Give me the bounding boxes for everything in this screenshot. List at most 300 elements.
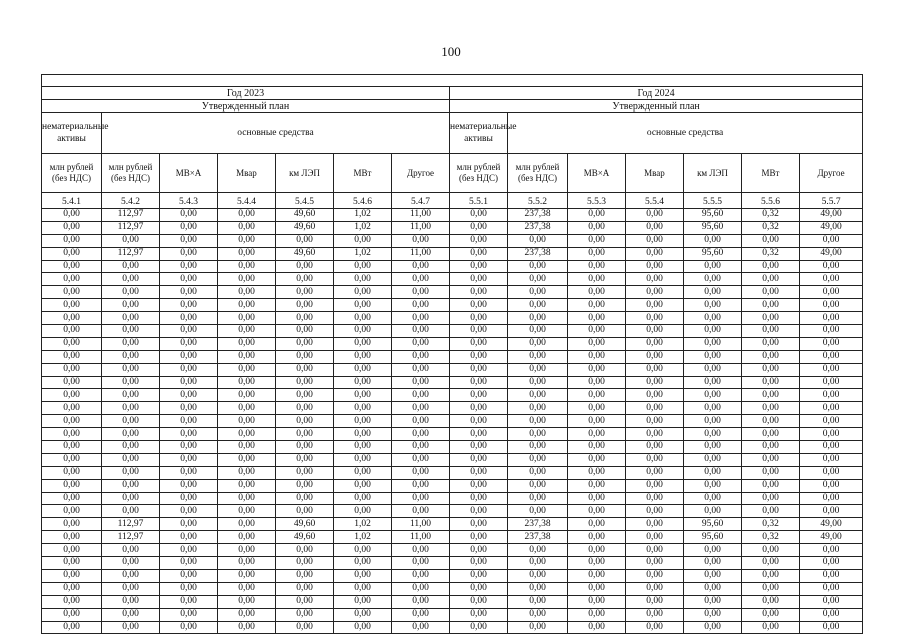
- table-cell: 0,00: [276, 569, 334, 582]
- table-cell: 0,00: [102, 492, 160, 505]
- table-cell: 0,00: [684, 492, 742, 505]
- table-cell: 0,00: [626, 402, 684, 415]
- table-cell: 0,00: [508, 441, 568, 454]
- units-row: [42, 154, 863, 193]
- table-cell: 0,00: [42, 247, 102, 260]
- table-row: [42, 505, 863, 518]
- table-cell: 0,32: [742, 531, 800, 544]
- table-cell: 237,38: [508, 531, 568, 544]
- table-cell: 0,00: [392, 286, 450, 299]
- plan-row: [42, 100, 863, 113]
- table-cell: 0,00: [102, 544, 160, 557]
- unit-header: км ЛЭП: [684, 154, 742, 193]
- table-row: [42, 337, 863, 350]
- table-cell: 0,00: [568, 505, 626, 518]
- table-cell: 0,00: [684, 608, 742, 621]
- table-cell: 11,00: [392, 221, 450, 234]
- table-cell: 0,00: [800, 286, 863, 299]
- table-row: [42, 608, 863, 621]
- table-cell: 0,00: [160, 402, 218, 415]
- table-cell: 0,00: [800, 363, 863, 376]
- table-cell: 0,00: [742, 402, 800, 415]
- table-row: [42, 582, 863, 595]
- table-cell: 0,00: [568, 286, 626, 299]
- table-cell: 112,97: [102, 209, 160, 222]
- column-code: 5.5.5: [684, 193, 742, 209]
- table-row: [42, 428, 863, 441]
- table-cell: 0,00: [218, 518, 276, 531]
- column-code: 5.5.3: [568, 193, 626, 209]
- table-cell: 0,00: [160, 389, 218, 402]
- table-cell: 0,00: [450, 557, 508, 570]
- table-cell: 0,00: [450, 582, 508, 595]
- table-cell: 0,00: [276, 286, 334, 299]
- table-cell: 0,00: [742, 544, 800, 557]
- table-cell: 0,00: [742, 492, 800, 505]
- table-cell: 0,00: [42, 376, 102, 389]
- table-cell: 0,00: [218, 505, 276, 518]
- table-cell: 0,00: [160, 595, 218, 608]
- table-cell: 0,00: [218, 209, 276, 222]
- table-cell: 1,02: [334, 247, 392, 260]
- plan-2023-header: Утвержденный план: [42, 100, 450, 113]
- table-cell: 0,00: [450, 286, 508, 299]
- table-cell: 0,00: [392, 479, 450, 492]
- table-cell: 0,00: [626, 299, 684, 312]
- table-cell: 0,00: [276, 428, 334, 441]
- table-cell: 0,00: [626, 544, 684, 557]
- table-row: [42, 441, 863, 454]
- table-cell: 0,00: [508, 234, 568, 247]
- table-cell: 0,00: [276, 234, 334, 247]
- table-cell: 0,00: [508, 415, 568, 428]
- table-cell: 0,00: [626, 466, 684, 479]
- table-cell: 0,00: [742, 363, 800, 376]
- table-cell: 0,00: [392, 544, 450, 557]
- table-cell: 0,00: [568, 389, 626, 402]
- table-cell: 0,00: [626, 518, 684, 531]
- table-cell: 0,00: [568, 247, 626, 260]
- table-cell: 112,97: [102, 221, 160, 234]
- table-cell: 0,00: [626, 492, 684, 505]
- table-cell: 0,00: [508, 492, 568, 505]
- table-cell: 0,00: [568, 273, 626, 286]
- table-cell: 0,00: [102, 505, 160, 518]
- table-cell: 0,00: [102, 557, 160, 570]
- table-cell: 0,00: [508, 595, 568, 608]
- table-row: [42, 363, 863, 376]
- column-code: 5.4.7: [392, 193, 450, 209]
- table-cell: 0,00: [742, 234, 800, 247]
- table-cell: 0,00: [42, 221, 102, 234]
- table-cell: 0,00: [684, 389, 742, 402]
- table-cell: 0,00: [508, 557, 568, 570]
- table-cell: 0,00: [508, 428, 568, 441]
- table-cell: 0,00: [218, 221, 276, 234]
- table-cell: 0,00: [334, 286, 392, 299]
- unit-header: Мвар: [218, 154, 276, 193]
- table-cell: 0,00: [334, 415, 392, 428]
- table-cell: 0,00: [42, 557, 102, 570]
- table-cell: 0,00: [42, 363, 102, 376]
- table-cell: 0,00: [568, 492, 626, 505]
- table-cell: 0,00: [450, 595, 508, 608]
- table-row: [42, 260, 863, 273]
- table-cell: 0,00: [508, 544, 568, 557]
- table-cell: 1,02: [334, 531, 392, 544]
- table-cell: 0,00: [276, 505, 334, 518]
- table-cell: 0,00: [160, 466, 218, 479]
- table-cell: 0,00: [508, 260, 568, 273]
- table-cell: 0,00: [626, 531, 684, 544]
- table-cell: 0,00: [800, 389, 863, 402]
- table-cell: 0,00: [160, 557, 218, 570]
- table-cell: 0,00: [508, 569, 568, 582]
- table-cell: 0,00: [508, 286, 568, 299]
- table-cell: 0,00: [218, 247, 276, 260]
- table-cell: 0,00: [742, 299, 800, 312]
- unit-header: МВ×А: [160, 154, 218, 193]
- table-cell: 0,00: [450, 389, 508, 402]
- table-cell: 0,00: [160, 221, 218, 234]
- table-cell: 0,00: [508, 363, 568, 376]
- intangible-assets-2024-header: нематериальные активы: [450, 113, 508, 154]
- table-row: [42, 415, 863, 428]
- table-cell: 0,00: [742, 260, 800, 273]
- table-cell: 0,00: [684, 569, 742, 582]
- table-cell: 0,00: [626, 247, 684, 260]
- table-row: [42, 531, 863, 544]
- table-cell: 0,00: [218, 428, 276, 441]
- table-cell: 0,00: [684, 299, 742, 312]
- table-cell: 0,00: [276, 492, 334, 505]
- table-cell: 0,00: [160, 544, 218, 557]
- table-cell: 0,00: [800, 376, 863, 389]
- table-cell: 0,00: [568, 402, 626, 415]
- table-cell: 95,60: [684, 518, 742, 531]
- table-cell: 0,00: [334, 441, 392, 454]
- table-cell: 0,00: [42, 608, 102, 621]
- table-cell: 0,00: [392, 325, 450, 338]
- table-cell: 0,00: [334, 363, 392, 376]
- table-cell: 0,00: [800, 544, 863, 557]
- table-cell: 0,00: [392, 234, 450, 247]
- table-cell: 0,00: [568, 415, 626, 428]
- table-cell: 0,00: [450, 247, 508, 260]
- table-cell: 0,00: [568, 363, 626, 376]
- table-cell: 0,00: [160, 350, 218, 363]
- table-row: [42, 479, 863, 492]
- table-cell: 0,00: [800, 234, 863, 247]
- table-row: [42, 402, 863, 415]
- table-cell: 49,00: [800, 209, 863, 222]
- table-cell: 0,00: [276, 466, 334, 479]
- table-cell: 0,00: [568, 582, 626, 595]
- table-cell: 0,00: [42, 312, 102, 325]
- table-cell: 0,00: [102, 286, 160, 299]
- table-cell: 49,60: [276, 209, 334, 222]
- table-cell: 0,00: [102, 299, 160, 312]
- table-cell: 0,00: [800, 350, 863, 363]
- table-cell: 0,00: [160, 209, 218, 222]
- table-cell: 0,00: [450, 337, 508, 350]
- table-cell: 0,00: [334, 479, 392, 492]
- table-row: [42, 621, 863, 634]
- unit-header: МВ×А: [568, 154, 626, 193]
- table-cell: 0,00: [334, 299, 392, 312]
- table-cell: 0,00: [42, 209, 102, 222]
- table-cell: 0,00: [102, 376, 160, 389]
- table-cell: 0,00: [684, 234, 742, 247]
- table-cell: 0,00: [218, 466, 276, 479]
- table-cell: 0,00: [102, 350, 160, 363]
- table-cell: 0,00: [684, 557, 742, 570]
- table-cell: 0,00: [568, 569, 626, 582]
- table-cell: 0,00: [102, 621, 160, 634]
- table-cell: 0,00: [450, 376, 508, 389]
- table-cell: 0,00: [102, 325, 160, 338]
- table-cell: 0,00: [42, 518, 102, 531]
- table-cell: 0,00: [392, 505, 450, 518]
- table-cell: 0,00: [218, 544, 276, 557]
- table-cell: 0,00: [800, 273, 863, 286]
- column-code: 5.5.7: [800, 193, 863, 209]
- table-cell: 0,00: [392, 582, 450, 595]
- table-cell: 49,00: [800, 247, 863, 260]
- table-cell: 0,00: [800, 595, 863, 608]
- table-cell: 0,00: [568, 544, 626, 557]
- table-cell: 0,00: [334, 389, 392, 402]
- table-cell: 11,00: [392, 518, 450, 531]
- table-cell: 0,00: [160, 608, 218, 621]
- table-cell: 0,00: [42, 544, 102, 557]
- table-cell: 0,00: [276, 273, 334, 286]
- table-cell: 11,00: [392, 531, 450, 544]
- table-cell: 49,00: [800, 221, 863, 234]
- table-cell: 0,00: [568, 557, 626, 570]
- table-cell: 0,00: [450, 441, 508, 454]
- table-cell: 0,00: [450, 453, 508, 466]
- table-cell: 0,00: [218, 492, 276, 505]
- table-cell: 0,00: [334, 544, 392, 557]
- table-cell: 0,00: [508, 608, 568, 621]
- table-cell: 0,00: [742, 569, 800, 582]
- table-cell: 0,00: [742, 621, 800, 634]
- table-cell: 0,00: [102, 363, 160, 376]
- table-cell: 0,00: [160, 312, 218, 325]
- table-cell: 0,00: [626, 363, 684, 376]
- table-cell: 0,00: [276, 363, 334, 376]
- table-cell: 0,00: [626, 312, 684, 325]
- table-cell: 0,00: [392, 415, 450, 428]
- table-cell: 0,00: [218, 402, 276, 415]
- table-cell: 0,00: [42, 531, 102, 544]
- table-cell: 0,00: [450, 531, 508, 544]
- table-cell: 0,00: [684, 621, 742, 634]
- table-row: [42, 221, 863, 234]
- table-cell: 0,00: [392, 402, 450, 415]
- table-cell: 0,00: [742, 582, 800, 595]
- table-cell: 0,00: [102, 479, 160, 492]
- table-cell: 0,00: [568, 312, 626, 325]
- table-cell: 0,00: [450, 415, 508, 428]
- table-cell: 0,00: [42, 325, 102, 338]
- unit-header: МВт: [742, 154, 800, 193]
- table-cell: 0,00: [800, 608, 863, 621]
- table-cell: 0,00: [742, 441, 800, 454]
- table-cell: 0,00: [392, 557, 450, 570]
- table-row: [42, 569, 863, 582]
- table-cell: 237,38: [508, 247, 568, 260]
- table-cell: 0,00: [626, 505, 684, 518]
- table-cell: 0,00: [102, 582, 160, 595]
- table-cell: 0,32: [742, 209, 800, 222]
- table-cell: 49,00: [800, 518, 863, 531]
- table-cell: 0,00: [626, 415, 684, 428]
- table-cell: 0,00: [160, 234, 218, 247]
- table-cell: 0,00: [508, 582, 568, 595]
- table-cell: 0,00: [334, 234, 392, 247]
- table-cell: 0,00: [800, 466, 863, 479]
- table-cell: 0,00: [626, 389, 684, 402]
- column-code: 5.4.3: [160, 193, 218, 209]
- table-cell: 0,00: [450, 350, 508, 363]
- table-cell: 0,00: [334, 376, 392, 389]
- table-cell: 0,00: [160, 260, 218, 273]
- unit-header: км ЛЭП: [276, 154, 334, 193]
- table-cell: 0,00: [742, 557, 800, 570]
- table-row: [42, 273, 863, 286]
- table-cell: 0,00: [334, 569, 392, 582]
- table-cell: 0,00: [334, 557, 392, 570]
- table-cell: 0,00: [102, 260, 160, 273]
- table-cell: 1,02: [334, 518, 392, 531]
- table-cell: 112,97: [102, 518, 160, 531]
- table-cell: 0,00: [800, 415, 863, 428]
- table-cell: 0,00: [102, 402, 160, 415]
- table-row: [42, 453, 863, 466]
- table-cell: 0,00: [160, 621, 218, 634]
- table-cell: 0,00: [392, 608, 450, 621]
- table-cell: 0,00: [626, 428, 684, 441]
- table-cell: 0,00: [450, 312, 508, 325]
- table-cell: 0,00: [742, 350, 800, 363]
- unit-header: Другое: [800, 154, 863, 193]
- table-cell: 0,00: [450, 466, 508, 479]
- table-cell: 0,00: [276, 350, 334, 363]
- unit-header: млн рублей (без НДС): [508, 154, 568, 193]
- table-cell: 0,00: [568, 466, 626, 479]
- table-row: [42, 247, 863, 260]
- table-cell: 0,00: [450, 518, 508, 531]
- table-cell: 0,00: [160, 505, 218, 518]
- table-cell: 49,60: [276, 221, 334, 234]
- table-cell: 0,00: [160, 492, 218, 505]
- table-cell: 0,00: [334, 260, 392, 273]
- table-cell: 0,00: [218, 595, 276, 608]
- year-row: [42, 87, 863, 100]
- table-cell: 0,00: [684, 363, 742, 376]
- table-cell: 0,00: [42, 415, 102, 428]
- table-cell: 0,00: [626, 453, 684, 466]
- table-cell: 0,00: [334, 582, 392, 595]
- table-cell: 0,00: [626, 260, 684, 273]
- table-cell: 112,97: [102, 247, 160, 260]
- table-cell: 0,00: [684, 337, 742, 350]
- table-cell: 0,00: [508, 273, 568, 286]
- unit-header: млн рублей (без НДС): [102, 154, 160, 193]
- table-cell: 0,00: [508, 337, 568, 350]
- table-cell: 0,00: [42, 453, 102, 466]
- table-cell: 0,00: [626, 582, 684, 595]
- table-cell: 0,00: [684, 441, 742, 454]
- table-cell: 0,00: [392, 389, 450, 402]
- table-cell: 0,00: [626, 221, 684, 234]
- table-cell: 0,00: [742, 325, 800, 338]
- table-cell: 0,00: [218, 608, 276, 621]
- table-cell: 0,00: [218, 582, 276, 595]
- table-cell: 0,00: [276, 337, 334, 350]
- table-cell: 0,00: [392, 376, 450, 389]
- table-cell: 0,00: [392, 350, 450, 363]
- table-cell: 0,32: [742, 247, 800, 260]
- table-cell: 0,00: [626, 557, 684, 570]
- table-cell: 0,00: [392, 595, 450, 608]
- table-cell: 0,00: [626, 325, 684, 338]
- table-cell: 95,60: [684, 209, 742, 222]
- table-cell: 237,38: [508, 209, 568, 222]
- table-cell: 0,00: [684, 544, 742, 557]
- table-cell: 0,00: [218, 273, 276, 286]
- table-cell: 0,00: [684, 428, 742, 441]
- table-row: [42, 350, 863, 363]
- table-cell: 0,00: [684, 479, 742, 492]
- table-cell: 0,00: [508, 389, 568, 402]
- table-cell: 0,00: [568, 531, 626, 544]
- table-cell: 0,00: [626, 621, 684, 634]
- table-cell: 0,00: [626, 273, 684, 286]
- table-cell: 0,00: [568, 234, 626, 247]
- table-cell: 0,00: [626, 376, 684, 389]
- table-cell: 0,00: [568, 350, 626, 363]
- table-cell: 0,00: [218, 312, 276, 325]
- table-cell: 0,00: [742, 415, 800, 428]
- table-row: [42, 299, 863, 312]
- table-cell: 0,00: [450, 479, 508, 492]
- table-cell: 0,00: [800, 557, 863, 570]
- unit-header: Мвар: [626, 154, 684, 193]
- table-cell: 0,00: [742, 608, 800, 621]
- table-cell: 0,00: [450, 544, 508, 557]
- table-cell: 0,00: [800, 569, 863, 582]
- table-cell: 0,00: [334, 273, 392, 286]
- table-cell: 1,02: [334, 209, 392, 222]
- table-cell: 0,00: [626, 608, 684, 621]
- table-cell: 0,00: [334, 466, 392, 479]
- column-code: 5.4.5: [276, 193, 334, 209]
- table-cell: 0,00: [684, 453, 742, 466]
- table-cell: 0,00: [626, 479, 684, 492]
- table-cell: 0,00: [334, 492, 392, 505]
- table-cell: 0,00: [568, 260, 626, 273]
- table-cell: 0,00: [102, 389, 160, 402]
- table-cell: 0,00: [626, 337, 684, 350]
- table-cell: 0,00: [450, 273, 508, 286]
- table-cell: 0,00: [218, 350, 276, 363]
- table-cell: 0,00: [508, 402, 568, 415]
- table-cell: 95,60: [684, 247, 742, 260]
- table-cell: 0,00: [450, 221, 508, 234]
